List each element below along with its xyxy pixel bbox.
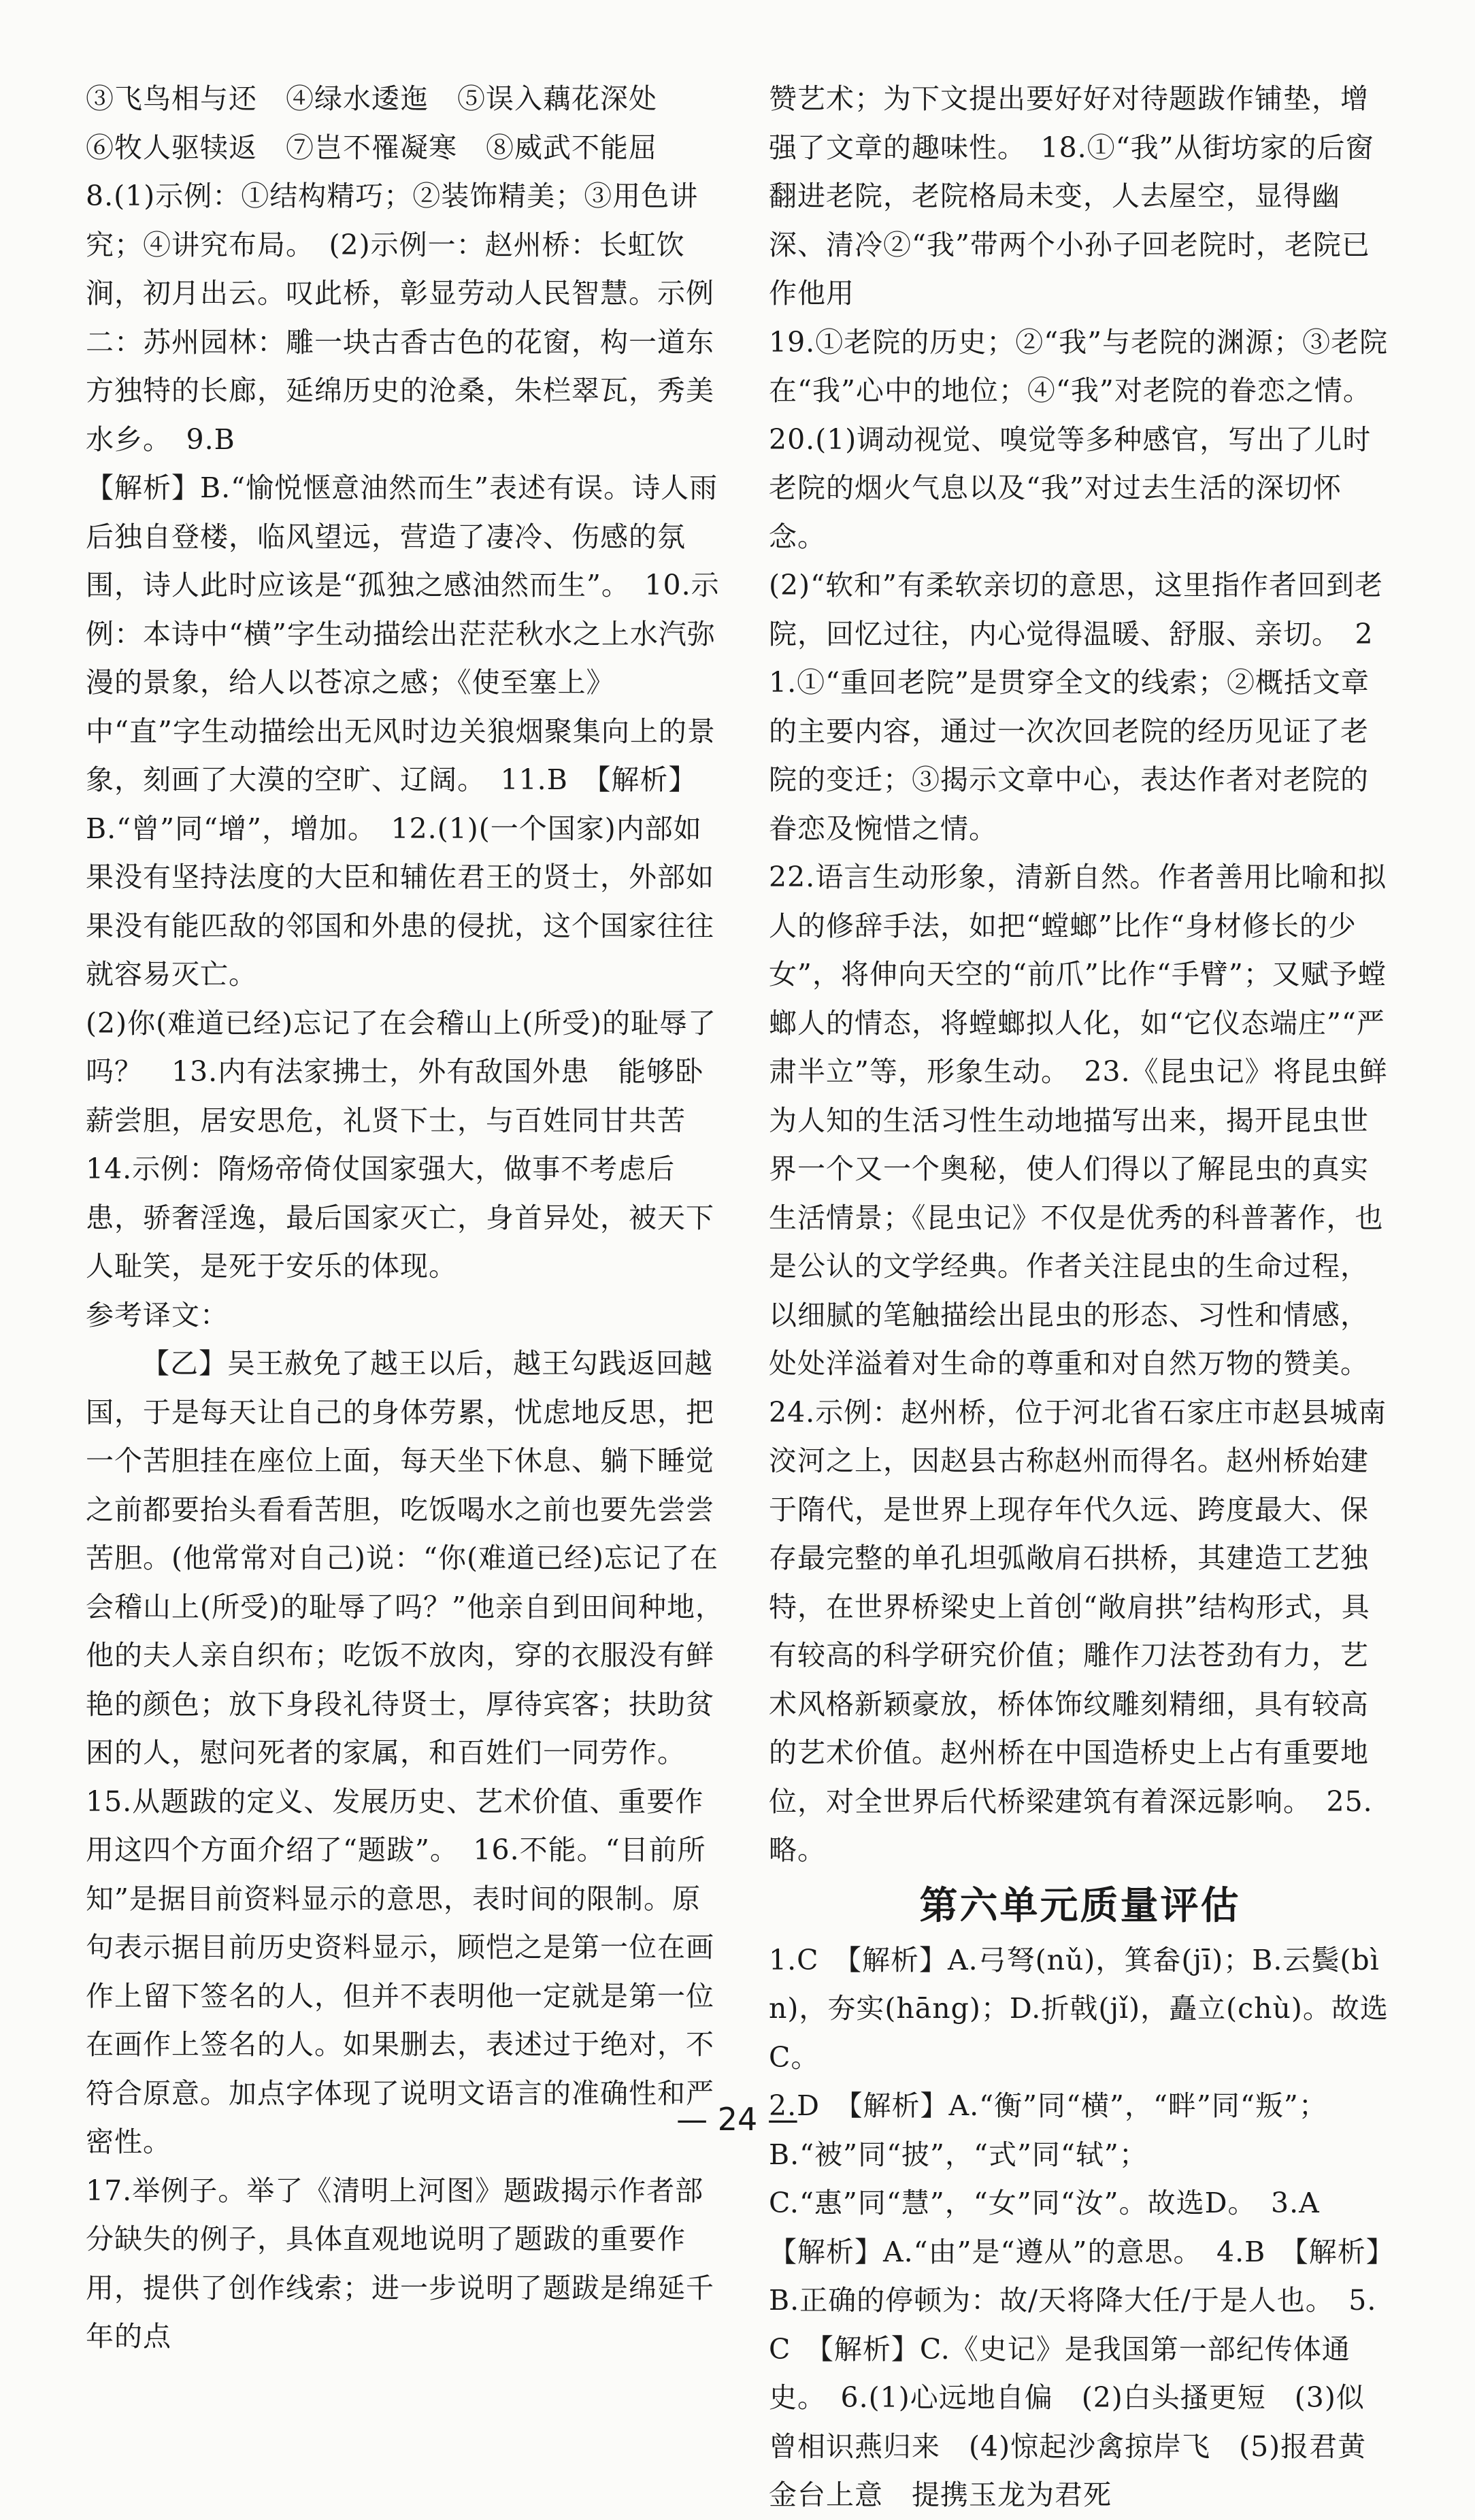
right-column xyxy=(769,75,1391,2520)
answer-14: 14.示例：隋炀帝倚仗国家强大，做事不考虑后患，骄奢淫逸，最后国家灭亡，身首异处，被天下人耻笑，是死于安乐的体现。 xyxy=(86,1153,714,1282)
answer-19: 19.①老院的历史；②“我”与老院的渊源；③老院在“我”心中的地位；④“我”对老院的眷恋之情。 xyxy=(769,325,1389,407)
translation-text: 【乙】吴王赦免了越王以后，越王勾践返回越国，于是每天让自己的身体劳累，忧虑地反思，把一个苦胆挂在座位上面，每天坐下休息、躺下睡觉之前都要抬头看看苦胆，吃饭喝水之前也要先尝尝苦胆。(他常常对自己)说：“你(难道已经)忘记了在会稽山上(所受)的耻辱了吗？”他亲自到田间种地，他的夫人亲自织布；吃饭不放肉，穿的衣服没有鲜艳的颜色；放下身段礼待贤士，厚待宾客；扶助贫困的人，慰问死者的家属，和百姓们一同劳作。 xyxy=(86,1347,724,1769)
section-title: 第六单元质量评估 xyxy=(919,1883,1241,1928)
answer-17: 17.举例子。举了《清明上河图》题跋揭示作者部分缺失的例子，具体直观地说明了题跋的重要作用，提供了创作线索；进一步说明了题跋是绵延千年的点 xyxy=(86,2174,714,2353)
poem-answers-line-1: ③飞鸟相与还 ④绿水逶迤 ⑤误入藕花深处 xyxy=(86,82,657,115)
translation-heading: 参考译文： xyxy=(86,1298,229,1331)
answer-20-1: 20.(1)调动视觉、嗅觉等多种感官，写出了儿时老院的烟火气息以及“我”对过去生活的深切怀念。 xyxy=(769,422,1372,553)
unit6-answer-1: 1.C 【解析】A.弓弩(nǔ)，箕畚(jī)；B.云鬓(bìn)，夯实(hāng)；D.折戟(jǐ)，矗立(chù)。故选C。 xyxy=(769,1943,1389,2074)
answer-22-25: 22.语言生动形象，清新自然。作者善用比喻和拟人的修辞手法，如把“螳螂”比作“身材修长的少女”，将伸向天空的“前爪”比作“手臂”；又赋予螳螂人的情态，将螳螂拟人化，如“它仪态端庄”“严肃半立”等，形象生动。 23.《昆虫记》将昆虫鲜为人知的生活习性生动地描写出来，揭开昆虫世界一个又一个奥秘，使人们得以了解昆虫的真实生活情景；《昆虫记》不仅是优秀的科普著作，也是公认的文学经典。作者关注昆虫的生命过程，以细腻的笔触描绘出昆虫的形态、习性和情感，处处洋溢着对生命的尊重和对自然万物的赞美。 24.示例：赵州桥，位于河北省石家庄市赵县城南洨河之上，因赵县古称赵州而得名。赵州桥始建于隋代，是世界上现存年代久远、跨度最大、保存最完整的单孔坦弧敞肩石拱桥，其建造工艺独特，在世界桥梁史上首创“敞肩拱”结构形式，具有较高的科学研究价值；雕作刀法苍劲有力，艺术风格新颖豪放，桥体饰纹雕刻精细，具有较高的艺术价值。赵州桥在中国造桥史上占有重要地位，对全世界后代桥梁建筑有着深远影响。 25.略。 xyxy=(769,861,1388,1866)
unit6-answer-2-6: 2.D 【解析】A.“衡”同“横”，“畔”同“叛”；B.“被”同“披”，“式”同“轼”；C.“惠”同“慧”，“女”同“汝”。故选D。 3.A 【解析】A.“由”是“遵从”的意思。 4.B 【解析】B.正确的停顿为：故/天将降大任/于是人也。 5.C 【解析】C.《史记》是我国第一部纪传体通史。 6.(1)心远地自偏 (2)白头搔更短 (3)似曾相识燕归来 (4)惊起沙禽掠岸飞 (5)报君黄金台上意 提携玉龙为君死 xyxy=(769,2089,1381,2511)
answer-17-18: 赞艺术；为下文提出要好好对待题跋作铺垫，增强了文章的趣味性。 18.①“我”从街坊家的后窗翻进老院，老院格局未变，人去屋空，显得幽深、清冷②“我”带两个小孙子回老院时，老院已作他用 xyxy=(769,82,1374,310)
answer-12-13: (2)你(难道已经)忘记了在会稽山上(所受)的耻辱了吗？ 13.内有法家拂士，外有敌国外患 能够卧薪尝胆，居安思危，礼贤下士，与百姓同甘共苦 xyxy=(86,1006,717,1137)
answer-15-16: 15.从题跋的定义、发展历史、艺术价值、重要作用这四个方面介绍了“题跋”。 16.不能。“目前所知”是据目前资料显示的意思，表时间的限制。原句表示据目前历史资料显示，顾恺之是第一位在画作上留下签名的人，但并不表明他一定就是第一位在画作上签名的人。如果删去，表述过于绝对，不符合原意。加点字体现了说明文语言的准确性和严密性。 xyxy=(86,1785,714,2158)
left-column xyxy=(86,75,725,2361)
answer-9-12: 【解析】B.“愉悦惬意油然而生”表述有误。诗人雨后独自登楼，临风望远，营造了凄冷、伤感的氛围，诗人此时应该是“孤独之感油然而生”。 10.示例：本诗中“横”字生动描绘出茫茫秋水之上水汽弥漫的景象，给人以苍凉之感；《使至塞上》中“直”字生动描绘出无风时边关狼烟聚集向上的景象，刻画了大漠的空旷、辽阔。 11.B 【解析】B.“曾”同“增”，增加。 12.(1)(一个国家)内部如果没有坚持法度的大臣和辅佐君王的贤士，外部如果没有能匹敌的邻国和外患的侵扰，这个国家往往就容易灭亡。 xyxy=(86,471,720,991)
answer-20-21: (2)“软和”有柔软亲切的意思，这里指作者回到老院，回忆过往，内心觉得温暖、舒服、亲切。 21.①“重回老院”是贯穿全文的线索；②概括文章的主要内容，通过一次次回老院的经历见证了老院的变迁；③揭示文章中心，表达作者对老院的眷恋及惋惜之情。 xyxy=(769,569,1383,845)
page-number: — 24 — xyxy=(676,2101,799,2138)
answer-8-9: 8.(1)示例：①结构精巧；②装饰精美；③用色讲究；④讲究布局。 (2)示例一：赵州桥：长虹饮涧，初月出云。叹此桥，彰显劳动人民智慧。示例二：苏州园林：雕一块古香古色的花窗，构一道东方独特的长廊，延绵历史的沧桑，朱栏翠瓦，秀美水乡。 9.B xyxy=(86,180,714,456)
poem-answers-line-2: ⑥牧人驱犊返 ⑦岂不罹凝寒 ⑧威武不能屈 xyxy=(86,131,657,164)
